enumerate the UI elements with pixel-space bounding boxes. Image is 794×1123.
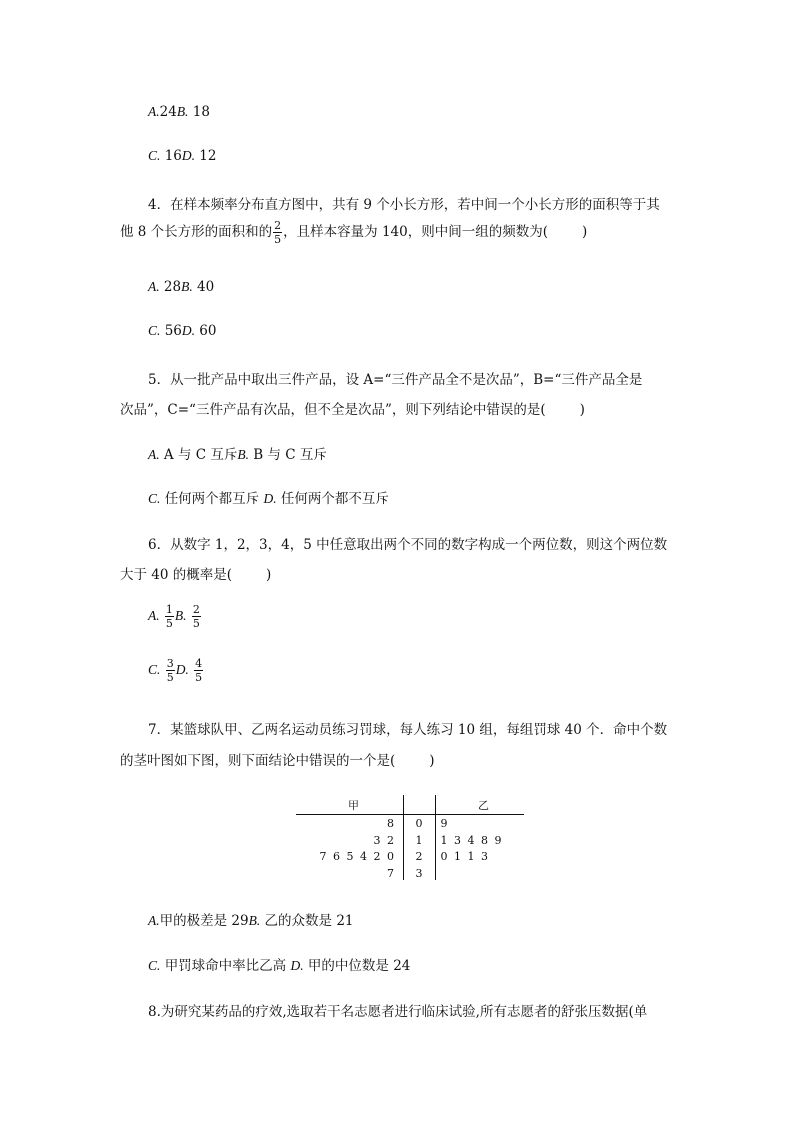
q6-option-a-den: 5 [165, 617, 173, 630]
q7-text: 的茎叶图如下图，则下面结论中错误的一个是( [120, 753, 396, 769]
q4-option-c-label: C. [148, 323, 161, 338]
q4-fraction [273, 220, 282, 245]
q5-option-row-ab [148, 443, 327, 463]
stem-leaf-header-rule [296, 814, 524, 815]
q3-option-b-value: 18 [192, 104, 210, 120]
q7-option-b-label: B. [248, 913, 261, 928]
stem-leaf-stem: 3 [415, 866, 423, 880]
q5-option-c-label: C. [148, 491, 161, 506]
q3-option-a-label: A. [148, 104, 160, 119]
stem-leaf-left-leaf: 2 [373, 850, 381, 863]
q3-option-a-value: 24 [159, 104, 177, 120]
q6-option-d-fraction [194, 658, 203, 683]
q6-option-row-ab [148, 604, 202, 629]
q6-option-c-label: C. [148, 662, 161, 677]
q4-option-row-ab [148, 279, 214, 295]
q5-option-row-cd [148, 487, 389, 507]
q4-fraction-num: 2 [274, 219, 282, 232]
q3-option-d-value: 12 [199, 148, 217, 164]
stem-leaf-left-leaf: 7 [319, 850, 327, 863]
q4-fraction-den: 5 [274, 233, 282, 246]
q6-stem-line1: 6．从数字 1，2，3，4，5 中任意取出两个不同的数字构成一个两位数，则这个两位数 [148, 537, 668, 553]
q4-option-c-value: 56 [164, 323, 182, 339]
stem-leaf-right-header: 乙 [478, 799, 489, 812]
q6-option-a-fraction [165, 604, 174, 629]
q4-option-d-value: 60 [199, 323, 217, 339]
q5-text: 次品”，C=“三件产品有次品，但不全是次品”，则下列结论中错误的是( [120, 402, 546, 418]
stem-leaf-plot [296, 797, 524, 881]
stem-leaf-left-leaf: 6 [333, 850, 340, 863]
q6-option-c-den: 5 [166, 671, 174, 684]
q7-option-b-value: 乙的众数是 21 [264, 913, 354, 929]
q4-option-b-label: B. [181, 279, 193, 294]
stem-leaf-right-leaf: 1 [454, 850, 461, 863]
q6-option-a-num: 1 [165, 603, 173, 616]
q4-option-a-value: 28 [163, 279, 182, 295]
q3-option-c-label: C. [148, 148, 161, 163]
q7-option-a-label: A. [148, 913, 160, 928]
q7-option-c-label: C. [148, 958, 161, 973]
q7-option-row-ab [148, 909, 354, 929]
q6-option-c-num: 3 [166, 657, 174, 670]
stem-leaf-right-leaf: 9 [440, 817, 448, 830]
q5-stem-line1: 5．从一批产品中取出三件产品，设 A=“三件产品全不是次品”，B=“三件产品全是 [148, 372, 643, 388]
q8-stem-line1: 8.为研究某药品的疗效,选取若干名志愿者进行临床试验,所有志愿者的舒张压数据(单 [148, 1004, 648, 1020]
q6-option-b-label: B. [174, 608, 187, 623]
q6-option-c-fraction [166, 658, 175, 683]
q4-option-b-value: 40 [197, 279, 215, 295]
q6-option-row-cd [148, 658, 204, 683]
stem-leaf-right-leaf: 4 [467, 833, 475, 847]
q4-text-pre: 他 8 个长方形的面积和的 [120, 224, 273, 240]
q5-option-c-value: 任何两个都互斥 [164, 491, 260, 507]
q7-option-row-cd [148, 954, 410, 974]
q6-option-d-den: 5 [195, 671, 203, 684]
q5-option-b-label: B. [237, 447, 249, 462]
q6-option-b-fraction [192, 604, 201, 629]
q3-option-row-cd [148, 148, 216, 164]
stem-leaf-left-leaf: 4 [360, 850, 367, 863]
q4-option-row-cd [148, 323, 216, 339]
stem-leaf-right-leaf: 3 [481, 850, 488, 863]
q6-option-b-num: 2 [192, 603, 200, 616]
q6-stem-line2 [120, 563, 271, 583]
stem-leaf-right-divider [435, 795, 436, 880]
q3-option-c-value: 16 [164, 148, 182, 164]
q3-option-d-label: D. [181, 148, 195, 163]
stem-leaf-left-leaf: 0 [387, 850, 394, 863]
stem-leaf-right-leaf: 1 [467, 850, 475, 863]
stem-leaf-stem: 1 [415, 833, 423, 847]
q4-option-d-label: D. [181, 323, 195, 338]
q7-option-d-label: D. [290, 958, 304, 973]
q6-option-d-num: 4 [195, 657, 203, 670]
q4-text-post: ，且样本容量为 140，则中间一组的频数为( [283, 224, 548, 240]
q3-option-row-ab [148, 104, 210, 120]
q7-stem-line2 [120, 749, 435, 769]
stem-leaf-left-divider [403, 795, 404, 880]
q6-option-a-label: A. [148, 608, 160, 623]
q7-stem-line1: 7．某篮球队甲、乙两名运动员练习罚球，每人练习 10 组，每组罚球 40 个．命中个数 [148, 722, 668, 738]
q6-option-b-den: 5 [192, 617, 200, 630]
q7-option-c-value: 甲罚球命中率比乙高 [164, 958, 287, 974]
q5-option-d-label: D. [263, 491, 277, 506]
q7-close-paren: ) [429, 753, 435, 769]
q4-option-a-label: A. [148, 279, 160, 294]
q5-option-d-value: 任何两个都不互斥 [280, 491, 389, 507]
q4-stem-line2 [120, 220, 587, 245]
stem-leaf-right-leaf: 9 [494, 833, 502, 847]
stem-leaf-right-leaf: 1 [440, 833, 448, 847]
stem-leaf-right-leaf: 0 [440, 850, 448, 863]
q3-option-b-label: B. [176, 104, 189, 119]
stem-leaf-stem: 0 [415, 817, 423, 830]
q5-close-paren: ) [579, 402, 585, 418]
stem-leaf-left-leaf: 8 [387, 817, 394, 830]
q7-option-a-value: 甲的极差是 29 [159, 913, 249, 929]
q4-close-paren: ) [582, 224, 588, 240]
q5-option-b-value: B 与 C 互斥 [253, 447, 327, 463]
q5-option-a-label: A. [148, 447, 160, 462]
q6-close-paren: ) [266, 567, 272, 583]
q5-stem-line2 [120, 398, 585, 418]
q6-option-d-label: D. [175, 662, 189, 677]
stem-leaf-left-leaf: 2 [387, 833, 394, 847]
q7-option-d-value: 甲的中位数是 24 [307, 958, 411, 974]
stem-leaf-left-leaf: 7 [387, 866, 394, 880]
q4-stem-line1: 4．在样本频率分布直方图中，共有 9 个小长方形，若中间一个小长方形的面积等于其 [148, 197, 660, 213]
stem-leaf-right-leaf: 3 [454, 833, 461, 847]
stem-leaf-left-leaf: 5 [346, 850, 354, 863]
q5-option-a-value: A 与 C 互斥 [163, 447, 238, 463]
stem-leaf-left-leaf: 3 [373, 833, 381, 847]
q6-text: 大于 40 的概率是( [120, 567, 233, 583]
stem-leaf-stem: 2 [415, 850, 423, 863]
stem-leaf-right-leaf: 8 [481, 833, 488, 847]
stem-leaf-left-header: 甲 [348, 799, 359, 812]
